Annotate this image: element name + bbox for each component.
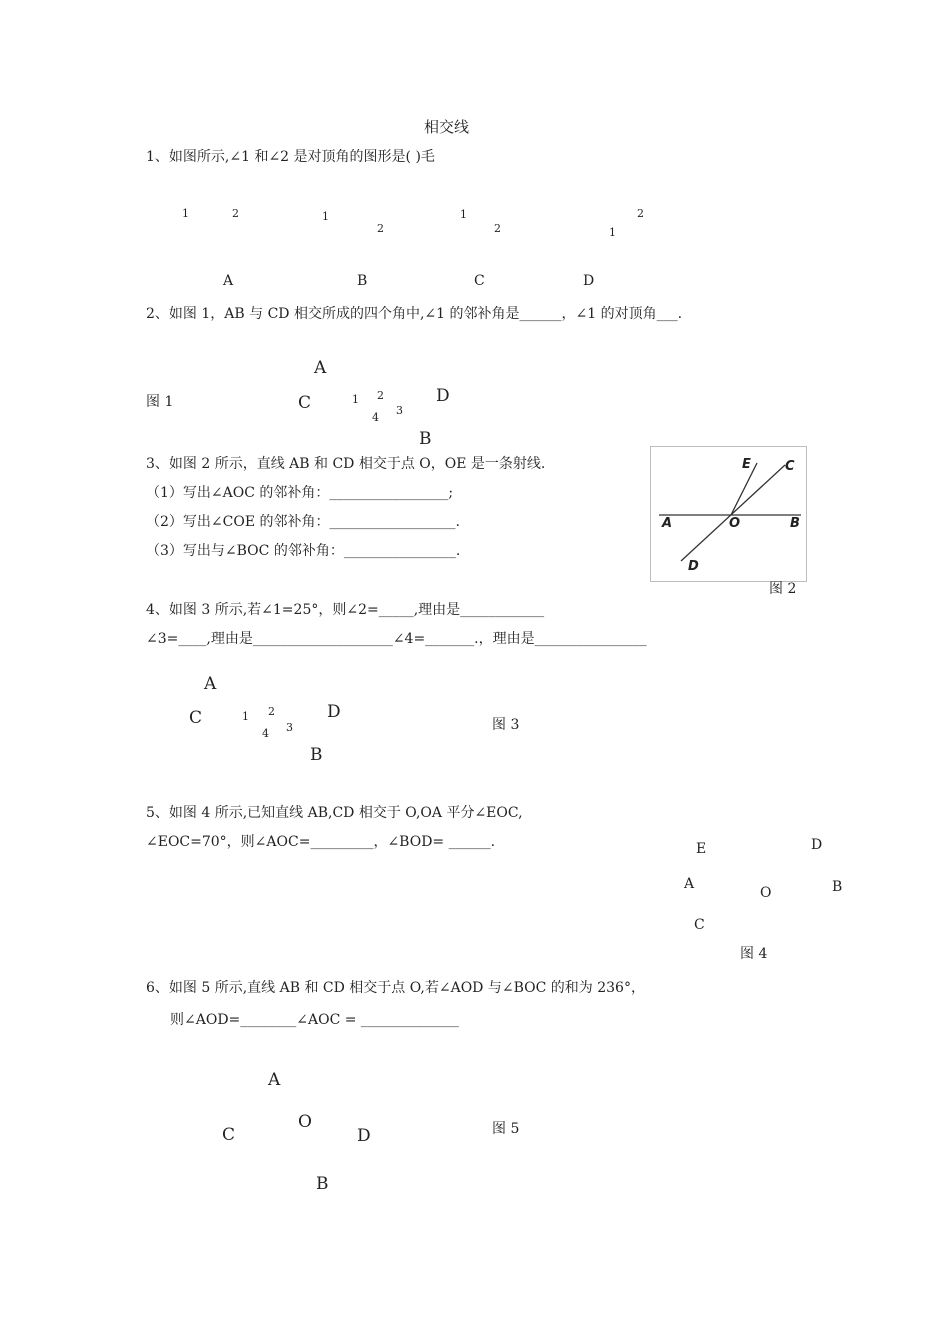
figure-1-point-a: A: [314, 358, 327, 378]
figure-1-point-d: D: [436, 386, 450, 406]
question-3-text: 3、如图 2 所示，直线 AB 和 CD 相交于点 O，OE 是一条射线.: [146, 456, 546, 472]
option-a-angle-1: 1: [182, 207, 189, 220]
question-3-sub-1: （1）写出∠AOC 的邻补角：_________________;: [146, 485, 454, 501]
figure-1-point-b: B: [419, 429, 432, 449]
question-2-text: 2、如图 1，AB 与 CD 相交所成的四个角中,∠1 的邻补角是______，∠1 的对顶角___.: [146, 306, 683, 322]
figure-2-point-e: E: [742, 457, 751, 472]
figure-3-point-c: C: [189, 708, 203, 728]
figure-4-point-o: O: [760, 885, 772, 901]
figure-3-point-a: A: [204, 674, 217, 694]
figure-5-point-a: A: [268, 1070, 281, 1090]
figure-2-point-o: O: [729, 516, 741, 531]
option-d-angle-2: 2: [637, 207, 644, 220]
figure-1-caption: 图 1: [146, 394, 174, 410]
figure-4-point-e: E: [696, 841, 707, 857]
option-b-angle-1: 1: [322, 210, 329, 223]
figure-4-point-d: D: [811, 837, 823, 853]
figure-5-point-b: B: [316, 1174, 329, 1194]
figure-2: [650, 446, 807, 582]
figure-3-angle-1: 1: [242, 710, 249, 723]
question-6-line-1: 6、如图 5 所示,直线 AB 和 CD 相交于点 O,若∠AOD 与∠BOC 的和为 236°，: [146, 980, 645, 996]
option-a-angle-2: 2: [232, 207, 239, 220]
question-3-sub-2: （2）写出∠COE 的邻补角：__________________.: [146, 514, 460, 530]
figure-1-angle-2: 2: [377, 389, 384, 402]
figure-2-point-c: C: [785, 459, 795, 474]
figure-5-point-c: C: [222, 1125, 236, 1145]
figure-4-caption: 图 4: [740, 946, 768, 962]
question-1-text: 1、如图所示,∠1 和∠2 是对顶角的图形是( )毛: [146, 149, 435, 165]
figure-5-point-o: O: [298, 1112, 312, 1132]
figure-1-angle-1: 1: [352, 393, 359, 406]
figure-1-point-c: C: [298, 393, 312, 413]
question-3-sub-3: （3）写出与∠BOC 的邻补角：________________.: [146, 543, 461, 559]
page-title: 相交线: [424, 118, 470, 136]
figure-4-point-c: C: [694, 917, 705, 933]
question-5-line-2: ∠EOC=70°，则∠AOC=_________，∠BOD= ______.: [146, 834, 496, 850]
option-d-label: D: [583, 273, 595, 289]
figure-2-point-a: A: [662, 516, 673, 531]
question-4-line-1: 4、如图 3 所示,若∠1=25°，则∠2=_____,理由是____________: [146, 602, 545, 618]
figure-2-caption: 图 2: [769, 581, 797, 597]
figure-3-caption: 图 3: [492, 717, 520, 733]
figure-3-point-d: D: [327, 702, 341, 722]
figure-2-point-d: D: [688, 559, 699, 574]
figure-3-angle-4: 4: [262, 727, 269, 740]
figure-3-angle-3: 3: [286, 721, 293, 734]
option-b-label: B: [357, 273, 368, 289]
figure-4-point-a: A: [684, 876, 695, 892]
figure-5-point-d: D: [357, 1126, 371, 1146]
question-5-line-1: 5、如图 4 所示,已知直线 AB,CD 相交于 O,OA 平分∠EOC,: [146, 805, 523, 821]
figure-1-angle-4: 4: [372, 411, 379, 424]
figure-3-angle-2: 2: [268, 705, 275, 718]
option-a-label: A: [223, 273, 234, 289]
figure-2-point-b: B: [790, 516, 800, 531]
line-cd: [681, 465, 785, 561]
option-d-angle-1: 1: [609, 226, 616, 239]
option-b-angle-2: 2: [377, 222, 384, 235]
figure-1-angle-3: 3: [396, 404, 403, 417]
option-c-angle-1: 1: [460, 208, 467, 221]
question-4-line-2: ∠3=____,理由是____________________∠4=_______.，理由是________________: [146, 631, 647, 647]
option-c-label: C: [474, 273, 485, 289]
figure-3-point-b: B: [310, 745, 323, 765]
figure-4-point-b: B: [832, 879, 843, 895]
option-c-angle-2: 2: [494, 222, 501, 235]
question-6-line-2: 则∠AOD=________∠AOC = ______________: [170, 1012, 459, 1028]
figure-5-caption: 图 5: [492, 1121, 520, 1137]
